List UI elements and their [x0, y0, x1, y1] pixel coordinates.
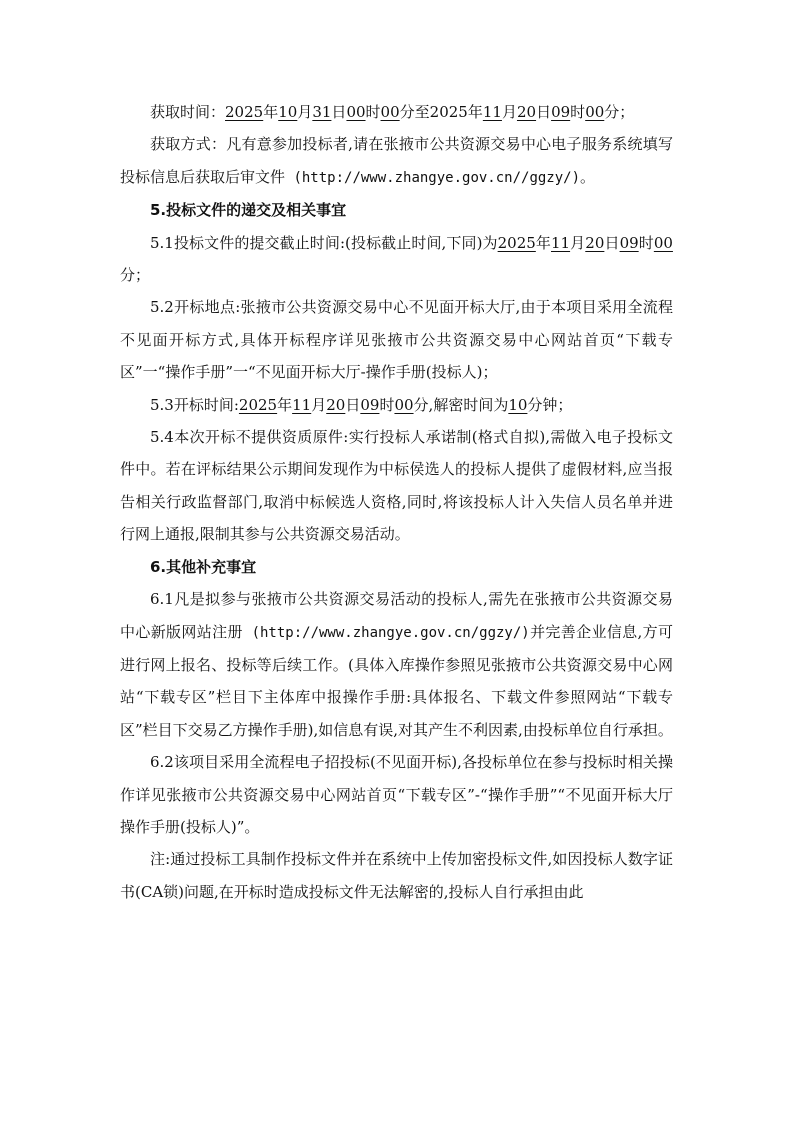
text-fragment: 月	[297, 103, 313, 121]
section-6-1-paragraph	[120, 583, 673, 746]
deadline-minute: 00	[653, 233, 673, 252]
text-fragment: 并完善企业信息,方可进行网上报名、投标等后续工作。(具体入库操作参照见张掖市公共资源交易中心网站“下载专区”栏目下主体库中报操作手册:具体报名、下载文件参照网站“下载专区”栏目下交易乙方操作手册),如信息有误,对其产生不利因素,由投标单位自行承担。	[120, 622, 673, 739]
section-6-2-paragraph: 6.2该项目采用全流程电子招投标(不见面开标),各投标单位在参与投标时相关操作详见张掖市公共资源交易中心网站首页“下载专区”-“操作手册”“不见面开标大厅操作手册(投标人)”。	[120, 753, 673, 836]
text-fragment: 日	[536, 103, 552, 121]
open-hour: 09	[360, 395, 380, 414]
text-fragment: 年	[467, 103, 483, 121]
text-fragment: 时	[638, 233, 654, 252]
deadline-year: 2025	[497, 233, 536, 252]
acquire-method-paragraph	[120, 128, 673, 194]
text-fragment: 5.3开标时间:	[150, 395, 239, 414]
text-fragment: 分,解密时间为	[413, 395, 509, 414]
text-fragment: 月	[311, 395, 327, 414]
deadline-month: 11	[551, 233, 571, 252]
end-hour: 09	[551, 103, 571, 121]
section-5-1-paragraph	[120, 227, 673, 292]
start-minute: 00	[380, 103, 400, 121]
text-fragment: 月	[570, 233, 586, 252]
text-fragment: 时	[379, 395, 395, 414]
open-day: 20	[326, 395, 346, 414]
end-month: 11	[482, 103, 502, 121]
deadline-day: 20	[585, 233, 605, 252]
acquire-method-text: 获取方式：凡有意参加投标者,请在张掖市公共资源交易中心电子服务系统填写投标信息后获取后审文件	[120, 135, 673, 186]
note-paragraph: 注:通过投标工具制作投标文件并在系统中上传加密投标文件,如因投标人数字证书(CA锁)问题,在开标时造成投标文件无法解密的,投标人自行承担由此	[120, 850, 673, 901]
text-fragment: 年	[277, 395, 293, 414]
acquire-time-label: 获取时间：	[150, 103, 226, 121]
acquire-time-paragraph	[120, 96, 673, 128]
text-fragment: 分至	[399, 103, 430, 121]
text-fragment: 。	[580, 167, 596, 186]
text-fragment: 分；	[604, 103, 635, 121]
text-fragment: 月	[501, 103, 517, 121]
section-5-3-paragraph	[120, 389, 673, 421]
section-5-2-paragraph: 5.2开标地点:张掖市公共资源交易中心不见面开标大厅,由于本项目采用全流程不见面开标方式,具体开标程序详见张掖市公共资源交易中心网站首页“下载专区”一“操作手册”一“不见面开标大厅-操作手册(投标人)；	[120, 298, 673, 382]
deadline-hour: 09	[619, 233, 639, 252]
start-month: 10	[278, 103, 298, 121]
decrypt-minutes: 10	[508, 395, 528, 414]
section-5-4-paragraph: 5.4本次开标不提供资质原件:实行投标人承诺制(格式自拟),需做入电子投标文件中。若在评标结果公示期间发现作为中标侯选人的投标人提供了虚假材料,应当报告相关行政监督部门,取消中标候选人资格,同时,将该投标人计入失信人员名单并进行网上通报,限制其参与公共资源交易活动。	[120, 428, 673, 544]
text-fragment: 5.1投标文件的提交截止时间:(投标截止时间,下同)为	[150, 233, 498, 252]
open-year: 2025	[238, 395, 278, 414]
open-minute: 00	[394, 395, 414, 414]
start-day: 31	[312, 103, 332, 121]
end-year: 2025	[429, 103, 468, 121]
start-year: 2025	[225, 103, 264, 121]
text-fragment: 日	[345, 395, 361, 414]
text-fragment: 分；	[120, 266, 151, 285]
section-5-heading: 5.投标文件的递交及相关事宜	[150, 201, 347, 220]
text-fragment: 分钟；	[527, 395, 573, 414]
end-day: 20	[516, 103, 537, 121]
text-fragment: 日	[604, 233, 620, 252]
text-fragment: 年	[263, 103, 279, 121]
open-month: 11	[292, 395, 312, 414]
text-fragment: 日	[331, 103, 347, 121]
acquire-method-url: (http://www.zhangye.gov.cn//ggzy/)	[285, 169, 581, 186]
text-fragment: 年	[535, 233, 551, 252]
text-fragment: 时	[570, 103, 586, 121]
section-6-heading: 6.其他补充事宜	[150, 557, 257, 576]
text-fragment: 6.1凡是拟参与张掖市公共资源交易活动的投标人,需先在张掖市公共资源交易中心新版网站注册	[120, 590, 673, 641]
text-fragment: 时	[365, 103, 381, 121]
end-minute: 00	[585, 103, 605, 121]
registration-url: (http://www.zhangye.gov.cn/ggzy/)	[242, 624, 530, 641]
start-hour: 00	[346, 103, 366, 121]
